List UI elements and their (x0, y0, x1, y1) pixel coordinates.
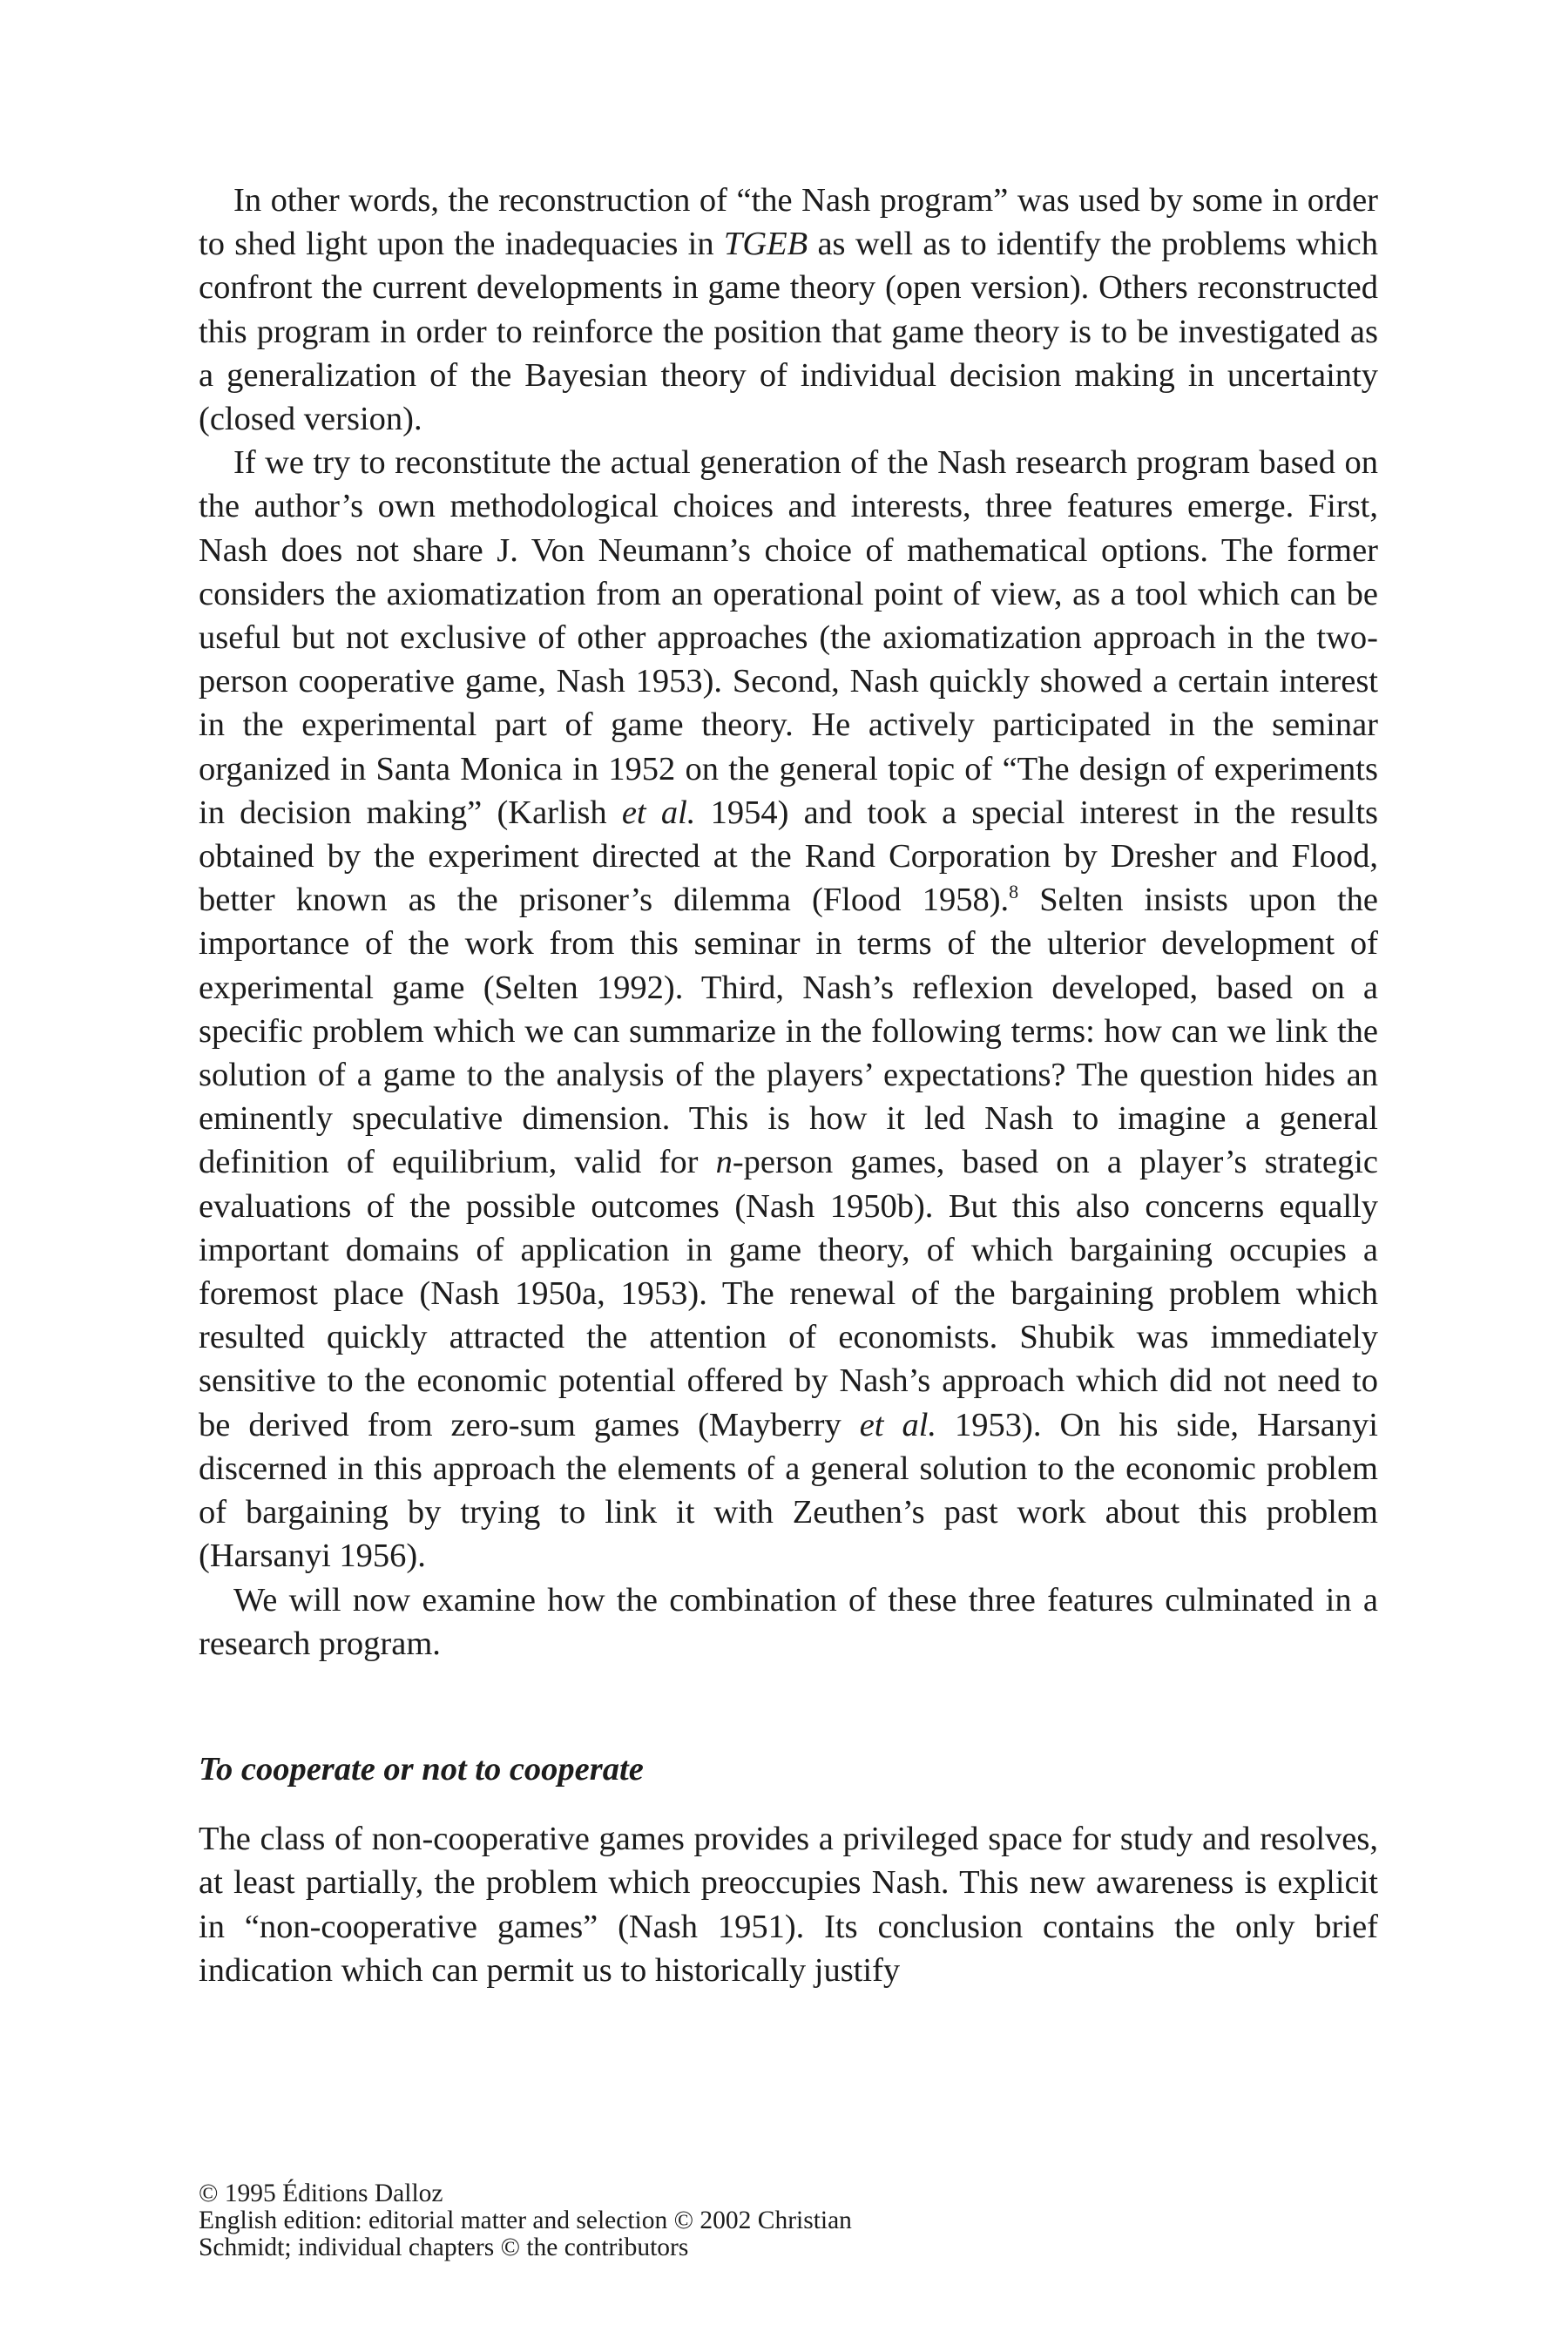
paragraph-non-cooperative-games (199, 1817, 1378, 1992)
footnote-marker: 8 (1009, 881, 1019, 903)
page-body (199, 179, 1378, 1992)
copyright-line-1: © 1995 Éditions Dalloz (199, 2180, 443, 2207)
text-run: We will now examine how the combination of these three features culminated in a research program. (199, 1581, 1378, 1662)
copyright-line-2: English edition: editorial matter and selection © 2002 Christian (199, 2207, 852, 2234)
copyright-line-3: Schmidt; individual chapters © the contributors (199, 2234, 689, 2261)
text-run: -person games, based on a player’s strategic evaluations of the possible outcomes (Nash 1950b). But this also concerns equally important domains of application in game theory, of which bargaining occupies a foremost place (Nash 1950a, 1953). The renewal of the bargaining problem which resulted quickly attracted the attention of economists. Shubik was immediately sensitive to the economic potential offered by Nash’s approach which did not need to be derived from zero-sum games (Mayberry (199, 1144, 1378, 1443)
text-run: Selten insists upon the importance of the work from this seminar in terms of the ulterior development of experimental game (Selten 1992). Third, Nash’s reflexion developed, based on a specific problem which we can summarize in the following terms: how can we link the solution of a game to the analysis of the players’ expectations? The question hides an eminently speculative dimension. This is how it led Nash to imagine a general definition of equilibrium, valid for (199, 882, 1378, 1181)
copyright-footer (199, 2180, 1157, 2261)
paragraph-nash-program-reconstruction (199, 179, 1378, 441)
text-run: as well as to identify the problems which confront the current developments in game theory (open version). Others reconstructed this program in order to reinforce the position that game theory is to be investigated as a generalization of the Bayesian theory of individual decision making in uncertainty (closed version). (199, 226, 1379, 438)
italic-text: n (715, 1144, 733, 1181)
text-run: 1954) and took a special interest in the results obtained by the experiment directed at the Rand Corporation by Dresher and Flood, better known as the prisoner’s dilemma (Flood 1958). (199, 794, 1379, 919)
italic-text: et al. (621, 794, 696, 831)
paragraph-three-features (199, 441, 1378, 1578)
text-run: In other words, the reconstruction of “the Nash program” was used by some in order to shed light upon the inadequacies in (199, 182, 1378, 263)
paragraph-research-program-intro (199, 1578, 1378, 1666)
text-run: If we try to reconstitute the actual generation of the Nash research program based on the author’s own methodological choices and interests, three features emerge. First, Nash does not share J. Von Neumann’s choice of mathematical options. The former considers the axiomatization from an operational point of view, as a tool which can be useful but not exclusive of other approaches (the axiomatization approach in the two-person cooperative game, Nash 1953). Second, Nash quickly showed a certain interest in the experimental part of game theory. He actively participated in the seminar organized in Santa Monica in 1952 on the general topic of “The design of experiments in decision making” (Karlish (199, 444, 1378, 831)
italic-text: et al. (859, 1406, 937, 1443)
section-heading: To cooperate or not to cooperate (199, 1750, 644, 1788)
text-run: The class of non-cooperative games provides a privileged space for study and resolves, at least partially, the problem which preoccupies Nash. This new awareness is explicit in “non-cooperative games” (Nash 1951). Its conclusion contains the only brief indication which can permit us to historically justify (199, 1821, 1378, 1989)
italic-text: TGEB (723, 226, 808, 263)
text-run: 1953). On his side, Harsanyi discerned in this approach the elements of a general solution to the economic problem of bargaining by trying to link it with Zeuthen’s past work about this problem (Harsanyi 1956). (199, 1406, 1379, 1575)
